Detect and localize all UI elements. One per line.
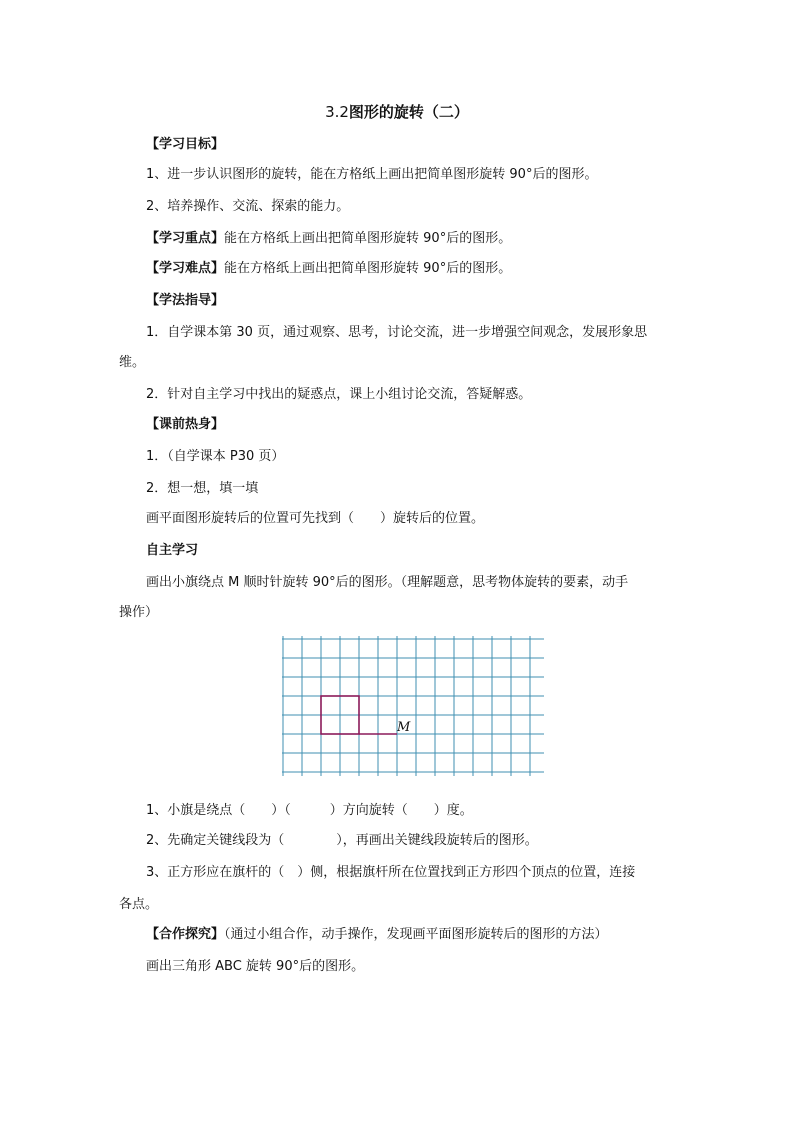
method-item-2: 2．针对自主学习中找出的疑惑点，课上小组讨论交流，答疑解惑。 — [146, 387, 532, 402]
warmup-item-2: 2．想一想，填一填 — [146, 481, 259, 496]
difficulty-line — [146, 260, 511, 278]
difficulty-heading: 【学习难点】 — [146, 261, 225, 276]
warmup-item-3: 画平面图形旋转后的位置可先找到（ ）旋转后的位置。 — [146, 511, 485, 526]
warmup-item-1: 1．（自学课本 P30 页） — [146, 449, 285, 464]
method-item-1-line-1: 1．自学课本第 30 页，通过观察、思考，讨论交流，进一步增强空间观念，发展形象思 — [146, 325, 648, 340]
question-3-line-2: 各点。 — [119, 897, 159, 912]
title-number: 3.2 — [325, 103, 349, 121]
goal-item-1: 1、进一步认识图形的旋转，能在方格纸上画出把简单图形旋转 90°后的图形。 — [146, 167, 598, 182]
difficulty-text: 能在方格纸上画出把简单图形旋转 90°后的图形。 — [224, 261, 512, 276]
rotation-grid-figure — [282, 636, 546, 778]
cooperation-task: 画出三角形 ABC 旋转 90°后的图形。 — [146, 959, 365, 974]
key-point-heading: 【学习重点】 — [146, 231, 225, 246]
cooperation-heading: 【合作探究】 — [146, 927, 225, 942]
cooperation-text: （通过小组合作，动手操作，发现画平面图形旋转后的图形的方法） — [224, 927, 608, 942]
goal-item-2: 2、培养操作、交流、探索的能力。 — [146, 199, 350, 214]
question-2: 2、先确定关键线段为（ ），再画出关键线段旋转后的图形。 — [146, 833, 538, 848]
cooperation-line — [146, 926, 608, 944]
self-study-task-line-2: 操作） — [119, 605, 159, 620]
grid-svg — [282, 636, 546, 778]
warmup-heading: 【课前热身】 — [146, 417, 225, 432]
key-point-text: 能在方格纸上画出把简单图形旋转 90°后的图形。 — [224, 231, 512, 246]
question-3-line-1: 3、正方形应在旗杆的（ ）侧，根据旗杆所在位置找到正方形四个顶点的位置，连接 — [146, 865, 636, 880]
question-1: 1、小旗是绕点（ ）（ ）方向旋转（ ）度。 — [146, 803, 473, 818]
page-title — [0, 102, 794, 122]
self-study-task-line-1: 画出小旗绕点 M 顺时针旋转 90°后的图形。（理解题意，思考物体旋转的要素，动手 — [146, 575, 629, 590]
self-study-heading: 自主学习 — [146, 543, 199, 558]
goal-heading: 【学习目标】 — [146, 137, 225, 152]
method-heading: 【学法指导】 — [146, 293, 225, 308]
title-text: 图形的旋转（二） — [348, 103, 469, 121]
key-point-line — [146, 230, 511, 248]
method-item-1-line-2: 维。 — [119, 355, 146, 370]
point-m-label: M — [397, 720, 411, 735]
